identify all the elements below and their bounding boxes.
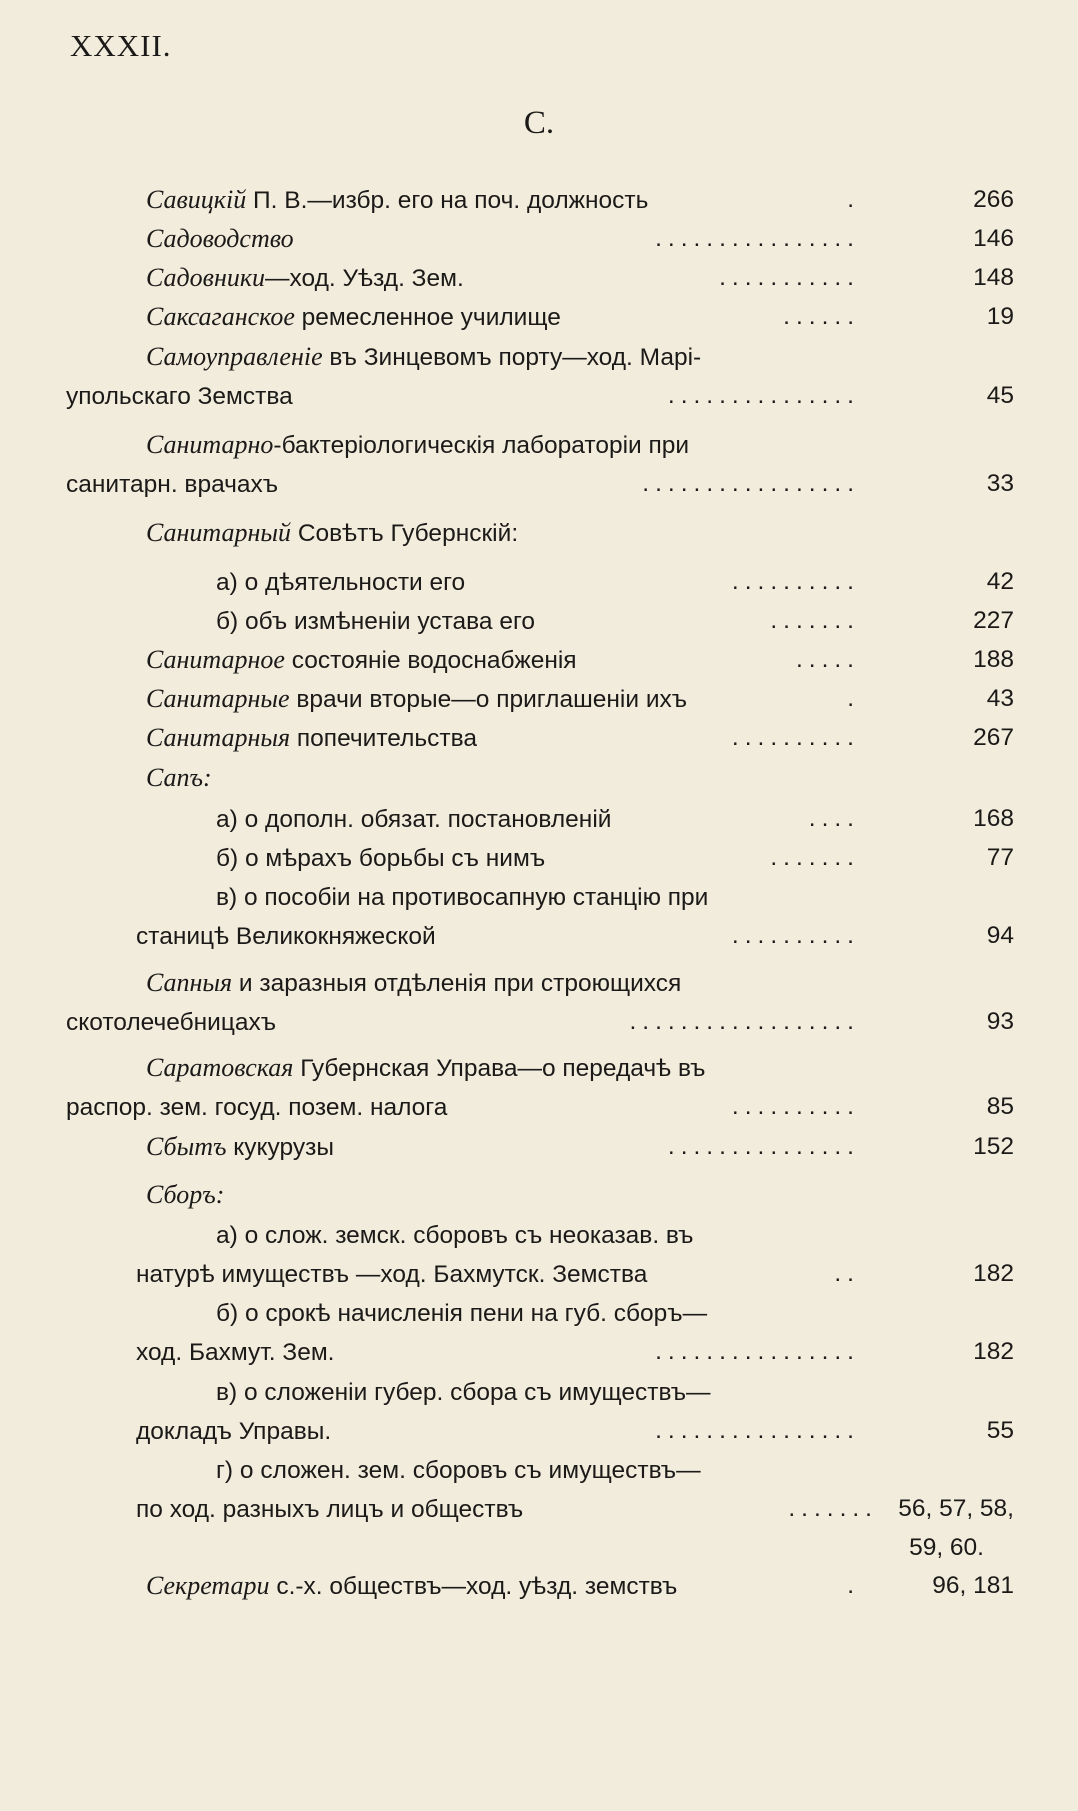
index-line (0, 1087, 1078, 1127)
leader-dots: ................ (655, 1417, 860, 1444)
page-ref: 42 (986, 568, 1014, 595)
entry-text: б) о срокѣ начисленія пени на губ. сборъ— (216, 1300, 708, 1327)
page-ref: 96, 181 (932, 1572, 1014, 1599)
index-line (0, 258, 1078, 298)
leader-dots: ............... (667, 382, 860, 409)
index-line (0, 799, 1078, 839)
leader-dots: ...... (783, 303, 860, 330)
index-line (0, 1450, 1078, 1490)
entry-text: в) о сложеніи губер. сбора съ имуществъ— (216, 1379, 711, 1406)
page-ref: 93 (986, 1008, 1014, 1035)
entry-text: попечительства (290, 725, 477, 752)
page-ref: 94 (986, 922, 1014, 949)
page-ref: 182 (973, 1338, 1014, 1365)
page-ref: 43 (986, 685, 1014, 712)
index-line (0, 963, 1078, 1003)
entry-text: а) о дополн. обязат. постановленій (216, 806, 612, 833)
page-ref: 227 (973, 607, 1014, 634)
index-line (0, 1566, 1078, 1606)
index-line (0, 337, 1078, 377)
page-number: XXXII. (70, 28, 172, 63)
leader-dots: .... (808, 805, 860, 832)
page-ref: 152 (973, 1133, 1014, 1160)
entry-term: Сборъ: (146, 1180, 225, 1209)
leader-dots: .. (834, 1260, 860, 1287)
entry-term: Садовники (146, 263, 266, 292)
leader-dots: ................ (655, 1338, 860, 1365)
index-line (0, 877, 1078, 917)
page-ref: 59, 60. (909, 1534, 984, 1561)
entry-term: Санитарный (146, 518, 292, 547)
page-ref: 85 (986, 1093, 1014, 1120)
entry-text: распор. зем. госуд. позем. налога (66, 1094, 448, 1121)
index-line (0, 1332, 1078, 1372)
index-line (0, 1048, 1078, 1088)
section-letter: С. (523, 105, 555, 141)
entry-text: натурѣ имуществъ —ход. Бахмутск. Земства (136, 1261, 648, 1288)
page-ref: 148 (973, 264, 1014, 291)
index-line (0, 425, 1078, 465)
index-line (0, 562, 1078, 602)
entry-text: П. В.—избр. его на поч. должность (246, 187, 649, 214)
entry-term: Санитарно (146, 430, 274, 459)
index-line (0, 1175, 1078, 1215)
index-line (0, 1528, 1078, 1568)
page-ref: 267 (973, 724, 1014, 751)
entry-text: станицѣ Великокняжеской (136, 923, 436, 950)
index-line (0, 1411, 1078, 1451)
entry-text: Совѣтъ Губернскій: (291, 520, 519, 547)
leader-dots: ..... (795, 646, 860, 673)
entry-text: въ Зинцевомъ порту—ход. Марі- (322, 344, 702, 371)
leader-dots: ....... (770, 607, 860, 634)
index-line (0, 1127, 1078, 1167)
entry-term: Сапъ: (146, 763, 212, 792)
entry-term: Саратовская (146, 1053, 294, 1082)
index-line (0, 601, 1078, 641)
leader-dots: .................. (629, 1008, 860, 1035)
index-line (0, 464, 1078, 504)
leader-dots: ................ (655, 225, 860, 252)
entry-term: Сапныя (146, 968, 233, 997)
index-line (0, 219, 1078, 259)
page-ref: 45 (986, 382, 1014, 409)
entry-term: Садоводство (146, 224, 294, 253)
index-line (0, 640, 1078, 680)
leader-dots: ....... (770, 844, 860, 871)
entry-text: врачи вторые—о приглашеніи ихъ (289, 686, 688, 713)
leader-dots: ................. (642, 470, 860, 497)
page-ref: 182 (973, 1260, 1014, 1287)
index-line (0, 758, 1078, 798)
page-ref: 146 (973, 225, 1014, 252)
index-line (0, 916, 1078, 956)
leader-dots: .......... (731, 724, 860, 751)
entry-term: Сбытъ (146, 1132, 227, 1161)
entry-text: состояніе водоснабженія (284, 647, 577, 674)
leader-dots: .......... (731, 922, 860, 949)
index-line (0, 718, 1078, 758)
entry-text: докладъ Управы. (136, 1418, 332, 1445)
entry-term: Самоуправленіе (146, 342, 323, 371)
entry-text: ремесленное училище (294, 304, 561, 331)
entry-text: по ход. разныхъ лицъ и обществъ (136, 1496, 524, 1523)
page-ref: 56, 57, 58, (898, 1495, 1014, 1522)
page-ref: 55 (986, 1417, 1014, 1444)
entry-text: кукурузы (226, 1134, 334, 1161)
entry-term: Санитарныя (146, 723, 291, 752)
entry-text: с.-х. обществъ—ход. уѣзд. земствъ (269, 1573, 678, 1600)
index-line (0, 1215, 1078, 1255)
leader-dots: . (847, 186, 860, 213)
leader-dots: ........... (719, 264, 860, 291)
entry-text: -бактеріологическія лабораторіи при (273, 432, 690, 459)
page-ref: 19 (986, 303, 1014, 330)
page-ref: 77 (986, 844, 1014, 871)
entry-text: а) о дѣятельности его (216, 569, 466, 596)
leader-dots: ............... (667, 1133, 860, 1160)
entry-text: санитарн. врачахъ (66, 471, 279, 498)
index-line (0, 679, 1078, 719)
page-ref: 168 (973, 805, 1014, 832)
index-line (0, 297, 1078, 337)
index-line (0, 838, 1078, 878)
index-line (0, 1254, 1078, 1294)
page-ref: 33 (986, 470, 1014, 497)
entry-text: Губернская Управа—о передачѣ въ (293, 1055, 706, 1082)
page-ref: 188 (973, 646, 1014, 673)
entry-text: ход. Бахмут. Зем. (136, 1339, 335, 1366)
entry-text: и заразныя отдѣленія при строющихся (232, 970, 682, 997)
index-line (0, 1293, 1078, 1333)
leader-dots: . (847, 1572, 860, 1599)
entry-term: Санитарные (146, 684, 290, 713)
index-line (0, 513, 1078, 553)
entry-term: Савицкій (146, 185, 247, 214)
entry-text: в) о пособіи на противосапную станцію при (216, 884, 709, 911)
entry-text: б) о мѣрахъ борьбы съ нимъ (216, 845, 546, 872)
leader-dots: . (847, 685, 860, 712)
index-line (0, 376, 1078, 416)
entry-text: упольскаго Земства (66, 383, 293, 410)
entry-term: Секретари (146, 1571, 270, 1600)
leader-dots: .......... (731, 1093, 860, 1120)
entry-term: Санитарное (146, 645, 285, 674)
entry-text: б) объ измѣненіи устава его (216, 608, 535, 635)
entry-text: а) о слож. земск. сборовъ съ неоказав. въ (216, 1222, 694, 1249)
index-line (0, 1489, 1078, 1529)
leader-dots: .......... (731, 568, 860, 595)
page-ref: 266 (973, 186, 1014, 213)
entry-text: скотолечебницахъ (66, 1009, 277, 1036)
entry-text: г) о сложен. зем. сборовъ съ имуществъ— (216, 1457, 701, 1484)
index-line (0, 1372, 1078, 1412)
leader-dots: ....... (788, 1495, 878, 1522)
index-line (0, 1002, 1078, 1042)
entry-term: Саксаганское (146, 302, 295, 331)
entry-text: —ход. Уѣзд. Зем. (265, 265, 464, 292)
index-line (0, 180, 1078, 220)
